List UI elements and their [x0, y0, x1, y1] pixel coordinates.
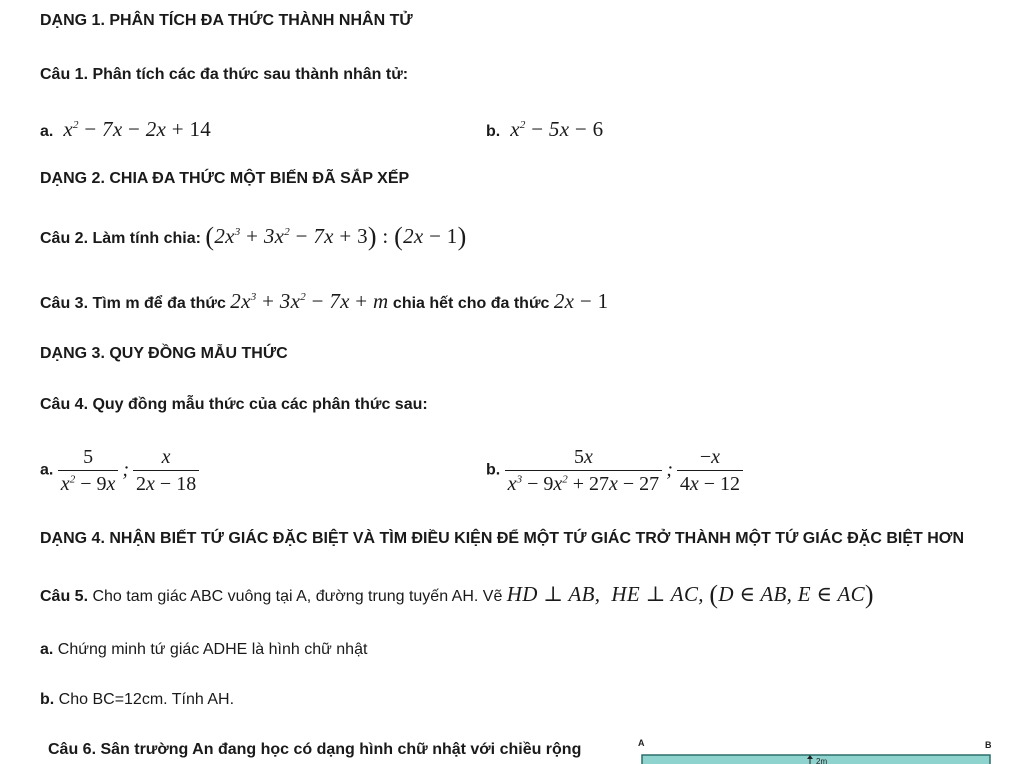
- question-3-polynomial: $2x^3 + 3x^2 - 7x + m$: [230, 289, 389, 313]
- question-1b-expression: $x^2 - 5x - 6$: [504, 117, 604, 141]
- question-1b: [486, 117, 603, 142]
- section-4-title: DẠNG 4. NHẬN BIẾT TỨ GIÁC ĐẶC BIỆT VÀ TÌM ĐIỀU KIỆN ĐỂ MỘT TỨ GIÁC TRỞ THÀNH MỘT TỨ GIÁC ĐẶC BIỆT HƠN: [40, 530, 964, 547]
- question-4-text: Quy đồng mẫu thức của các phân thức sau:: [88, 396, 428, 413]
- width-label: 2m: [816, 757, 828, 764]
- question-1a: [40, 117, 211, 142]
- question-4a-label: a.: [40, 461, 54, 479]
- question-5-text: Cho tam giác ABC vuông tại A, đường trung tuyến AH. Vẽ: [88, 587, 503, 605]
- question-3-text-1: Tìm m để đa thức: [88, 294, 226, 312]
- question-1: [40, 66, 408, 84]
- fraction-x-over-2x-18: $\frac{x}{2x - 18}$: [133, 444, 199, 497]
- section-3-title: DẠNG 3. QUY ĐỒNG MẪU THỨC: [40, 345, 288, 362]
- question-4-label: Câu 4.: [40, 396, 89, 413]
- question-5a-text: Chứng minh tứ giác ADHE là hình chữ nhật: [53, 641, 368, 658]
- question-5: [40, 580, 874, 610]
- question-1b-label: b.: [486, 122, 501, 140]
- question-5b: [40, 691, 234, 709]
- question-1a-label: a.: [40, 122, 54, 140]
- question-5-conditions: HD ⊥ AB, HE ⊥ AC, (D ∈ AB, E ∈ AC): [506, 580, 874, 609]
- question-6: [48, 741, 581, 759]
- question-1a-expression: $x^2 - 7x - 2x + 14$: [57, 117, 212, 141]
- question-4a: a. $\frac{5}{x^2 - 9x}$ ; $\frac{x}{2x - 18}$: [40, 444, 199, 497]
- question-2: [40, 222, 467, 252]
- question-2-text: Làm tính chia:: [88, 229, 201, 247]
- question-6-label: Câu 6.: [48, 741, 97, 758]
- question-4b: b. $\frac{5x}{x^3 - 9x^2 + 27x - 27}$ ; $\frac{-x}{4x - 12}$: [486, 444, 743, 497]
- fraction-neg-x-over-4x-12: $\frac{-x}{4x - 12}$: [677, 444, 743, 497]
- question-6-text: Sân trường An đang học có dạng hình chữ nhật với chiều rộng: [96, 741, 582, 758]
- question-3-text-2: chia hết cho đa thức: [392, 294, 550, 312]
- section-2-title: DẠNG 2. CHIA ĐA THỨC MỘT BIẾN ĐÃ SẮP XẾP: [40, 170, 410, 187]
- fraction-5-over-x2-9x: $\frac{5}{x^2 - 9x}$: [58, 444, 119, 497]
- fraction-5x-over-cubic: $\frac{5x}{x^3 - 9x^2 + 27x - 27}$: [505, 444, 663, 497]
- question-5b-label: b.: [40, 691, 55, 708]
- question-2-label: Câu 2.: [40, 229, 89, 247]
- section-1-title: DẠNG 1. PHÂN TÍCH ĐA THỨC THÀNH NHÂN TỬ: [40, 12, 413, 29]
- question-3-divisor: 2x − 1: [553, 289, 609, 313]
- corner-a-label: A: [638, 738, 645, 748]
- corner-b-label: B: [985, 740, 992, 750]
- question-2-expression: $(2x^3 + 3x^2 - 7x + 3)$ : (2x − 1): [205, 222, 467, 251]
- question-5a: [40, 641, 367, 659]
- schoolyard-diagram: [630, 730, 1024, 764]
- question-5a-label: a.: [40, 641, 54, 658]
- question-4b-label: b.: [486, 461, 501, 479]
- question-3: [40, 289, 608, 314]
- question-3-label: Câu 3.: [40, 294, 89, 312]
- question-1-label: Câu 1.: [40, 66, 89, 83]
- question-5b-text: Cho BC=12cm. Tính AH.: [54, 691, 235, 708]
- question-4: [40, 396, 428, 414]
- question-5-label: Câu 5.: [40, 587, 89, 605]
- question-1-text: Phân tích các đa thức sau thành nhân tử:: [88, 66, 409, 83]
